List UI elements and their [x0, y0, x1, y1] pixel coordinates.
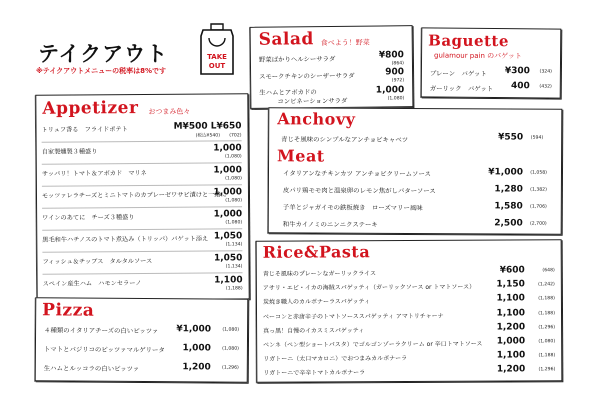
rice-pasta-heading: Rice&Pasta: [262, 242, 371, 262]
page-title: テイクアウト: [38, 42, 169, 66]
salad-heading: Salad: [258, 29, 314, 50]
menu-item-tax: (1,296): [538, 325, 556, 331]
menu-item-name: イタリアンなチキンカツ アンチョビクリームソース: [282, 169, 431, 179]
menu-item-tax: (864): [391, 61, 404, 67]
menu-item-tax: (1,134): [225, 242, 243, 248]
menu-item-tax: (1,242): [538, 282, 555, 288]
menu-item-price: ¥300: [504, 66, 530, 77]
menu-item-price: ¥600: [499, 265, 525, 276]
row-separator: [42, 250, 242, 252]
menu-item-name: ガーリック バゲット: [429, 84, 494, 94]
rice-pasta-card: [256, 239, 563, 383]
menu-item-name: サッパリ！トマト＆アボカド マリネ: [41, 169, 147, 178]
menu-item-tax: (1,080): [222, 327, 240, 333]
menu-item-tax: (2,700): [529, 221, 547, 227]
menu-item-tax: (1,296): [222, 365, 239, 371]
menu-item-name: ベーコンと赤唐辛子のトマトソーススパゲッティ アマトリチャーナ: [263, 312, 444, 321]
menu-item-name: 真っ黒！自慢のイカスミスパゲッティ: [263, 327, 365, 335]
menu-item-tax: (1,080): [225, 176, 242, 182]
menu-item-price: 1,000: [213, 143, 242, 154]
menu-item-name: トマトとバジリコのピッツァマルゲリータ: [43, 345, 165, 355]
menu-item-tax: (1,058): [530, 170, 548, 176]
anchovy-meat-card: [268, 107, 563, 235]
menu-item-tax: (594): [530, 135, 544, 141]
menu-item-tax: (1,080): [225, 220, 243, 226]
menu-item-price: 1,000: [213, 165, 242, 176]
baguette-card: [421, 27, 562, 98]
menu-item-price: 1,100: [496, 293, 525, 304]
menu-item-name: アサリ・エビ・イカの海賊スパゲッティ（ガーリックソース or トマトソース）: [262, 283, 476, 292]
menu-item-name: ワインのあてに チーズ３種盛り: [42, 214, 135, 222]
menu-item-name: 子羊とジャガイモの鉄板焼き ローズマリー風味: [282, 203, 423, 213]
menu-item-price: 1,000: [496, 336, 526, 347]
menu-item-tax: (432): [539, 84, 552, 90]
menu-item-tax: (1,080): [222, 346, 239, 352]
menu-item-name: スモークチキンのシーザーサラダ: [259, 71, 355, 81]
menu-item-name: 生ハムとアボカドの: [259, 88, 317, 97]
menu-item-price: 1,000: [213, 187, 243, 198]
menu-item-name: 自家製燻製３種盛り: [41, 148, 98, 156]
appetizer-heading: Appetizer: [42, 98, 139, 119]
menu-item-price: 1,000: [213, 209, 243, 220]
menu-item-price: 1,100: [496, 307, 526, 319]
menu-item-name: 青じそ風味のシンプルなアンチョビキャベツ: [281, 135, 409, 144]
menu-item-tax: (1,080): [387, 96, 405, 102]
menu-item-name: プレーン バゲット: [429, 69, 487, 78]
menu-item-name: 青じそ風味のプレーンなガーリックライス: [262, 270, 376, 278]
baguette-sub: gulamour pain のバゲット: [434, 51, 522, 61]
menu-item-tax: (1,188): [538, 353, 556, 359]
menu-item-name: 和牛カイノミのニンニクステーキ: [282, 220, 378, 229]
menu-item-tax: (1,188): [225, 286, 243, 292]
menu-item-price: 1,200: [496, 364, 526, 375]
salad-sub: 食べよう！野菜: [320, 38, 370, 48]
menu-item-price: ¥550: [498, 132, 524, 143]
menu-item-tax: (1,706): [530, 204, 547, 210]
menu-item-price: 1,000: [375, 85, 405, 96]
menu-item-tax: (324): [539, 69, 552, 75]
row-separator: [42, 140, 242, 142]
menu-item-name: 炭焼き職人のカルボナーラスパゲッティ: [262, 298, 371, 307]
menu-item-price: 1,050: [213, 231, 243, 242]
menu-item-name: 黒毛和牛ハチノスのトマト煮込み（トリッパ）バゲット添え: [42, 235, 209, 244]
row-separator: [42, 184, 242, 186]
menu-item-price: 1,580: [494, 201, 523, 212]
menu-item-name: モッツァレラチーズとミニトマトのカプレーゼワサビ漬けと一緒に: [41, 191, 227, 200]
menu-item-tax: (税込¥540) (702): [195, 133, 242, 139]
menu-item-name: スペイン産生ハム ハモンセラーノ: [42, 280, 142, 288]
pizza-card: [35, 297, 249, 382]
menu-item-price: 900: [385, 67, 405, 78]
menu-item-price: ¥1,000: [488, 167, 524, 178]
menu-item-price: 1,280: [494, 184, 523, 195]
menu-item-price: M¥500 L¥650: [173, 121, 242, 132]
menu-item-price: 1,050: [213, 253, 243, 264]
menu-item-name: リガトーニ（太口マカロニ）でおつまみカルボナーラ: [263, 355, 408, 363]
menu-item-price: 1,200: [182, 362, 211, 373]
appetizer-sub: おつまみ色々: [148, 107, 191, 116]
menu-item-name: リガトーニで辛辛トマトカルボナーラ: [263, 369, 366, 378]
appetizer-card: [35, 93, 249, 300]
menu-item-price: 400: [510, 81, 530, 92]
menu-item-tax: (1,296): [538, 367, 556, 373]
menu-item-tax: (1,382): [530, 187, 547, 193]
menu-item-tax: (1,080): [225, 198, 243, 204]
menu-item-tax: (1,188): [538, 310, 556, 316]
row-separator: [42, 228, 242, 230]
menu-item-price: ¥1,000: [176, 324, 212, 335]
menu-item-tax: (1,080): [538, 339, 556, 345]
baguette-heading: Baguette: [428, 31, 510, 51]
menu-item-name: トリュフ香る フライドポテト: [41, 126, 128, 134]
menu-item-tax: (648): [542, 268, 555, 274]
menu-item-price: ¥800: [378, 50, 404, 61]
menu-item-name: コンビネーションサラダ: [277, 96, 348, 106]
menu-item-name: 皮パリ鶏モモ肉と温泉卵のレモン焦がしバターソース: [282, 186, 436, 196]
row-separator: [42, 162, 242, 164]
menu-item-price: 2,500: [494, 218, 523, 229]
menu-item-tax: (972): [391, 78, 405, 84]
salad-card: [250, 25, 414, 109]
pizza-heading: Pizza: [42, 300, 95, 321]
takeout-badge-bottom: OUT: [208, 62, 226, 70]
takeout-badge-top: TAKE: [207, 53, 227, 61]
menu-item-price: 1,100: [214, 275, 243, 286]
takeout-bag-icon: [197, 22, 237, 76]
row-separator: [42, 206, 242, 208]
menu-item-name: フィッシュ＆チップス タルタルソース: [42, 257, 153, 266]
menu-item-name: ペンネ（ペン型ショートパスタ）でゴルゴンゾーラクリーム or 辛口トマトソース: [263, 340, 483, 349]
menu-item-price: 1,100: [496, 350, 526, 361]
menu-item-tax: (1,080): [224, 154, 242, 160]
anchovy-heading: Anchovy: [277, 109, 356, 129]
row-separator: [43, 272, 243, 274]
menu-item-tax: (1,188): [538, 296, 555, 302]
menu-item-name: ４種類のイタリアチーズの白いピッツァ: [44, 326, 159, 336]
menu-item-name: 野菜ばかりヘルシーサラダ: [258, 54, 336, 64]
tax-note: ※テイクアウトメニューの税率は8%です: [36, 67, 166, 75]
menu-item-tax: (1,134): [225, 264, 243, 270]
menu-item-price: 1,000: [182, 343, 211, 354]
menu-item-name: 生ハムとルッコラの白いピッツァ: [43, 364, 140, 373]
menu-item-price: 1,200: [496, 322, 526, 333]
meat-heading: Meat: [277, 146, 325, 166]
menu-item-price: 1,150: [496, 279, 525, 290]
